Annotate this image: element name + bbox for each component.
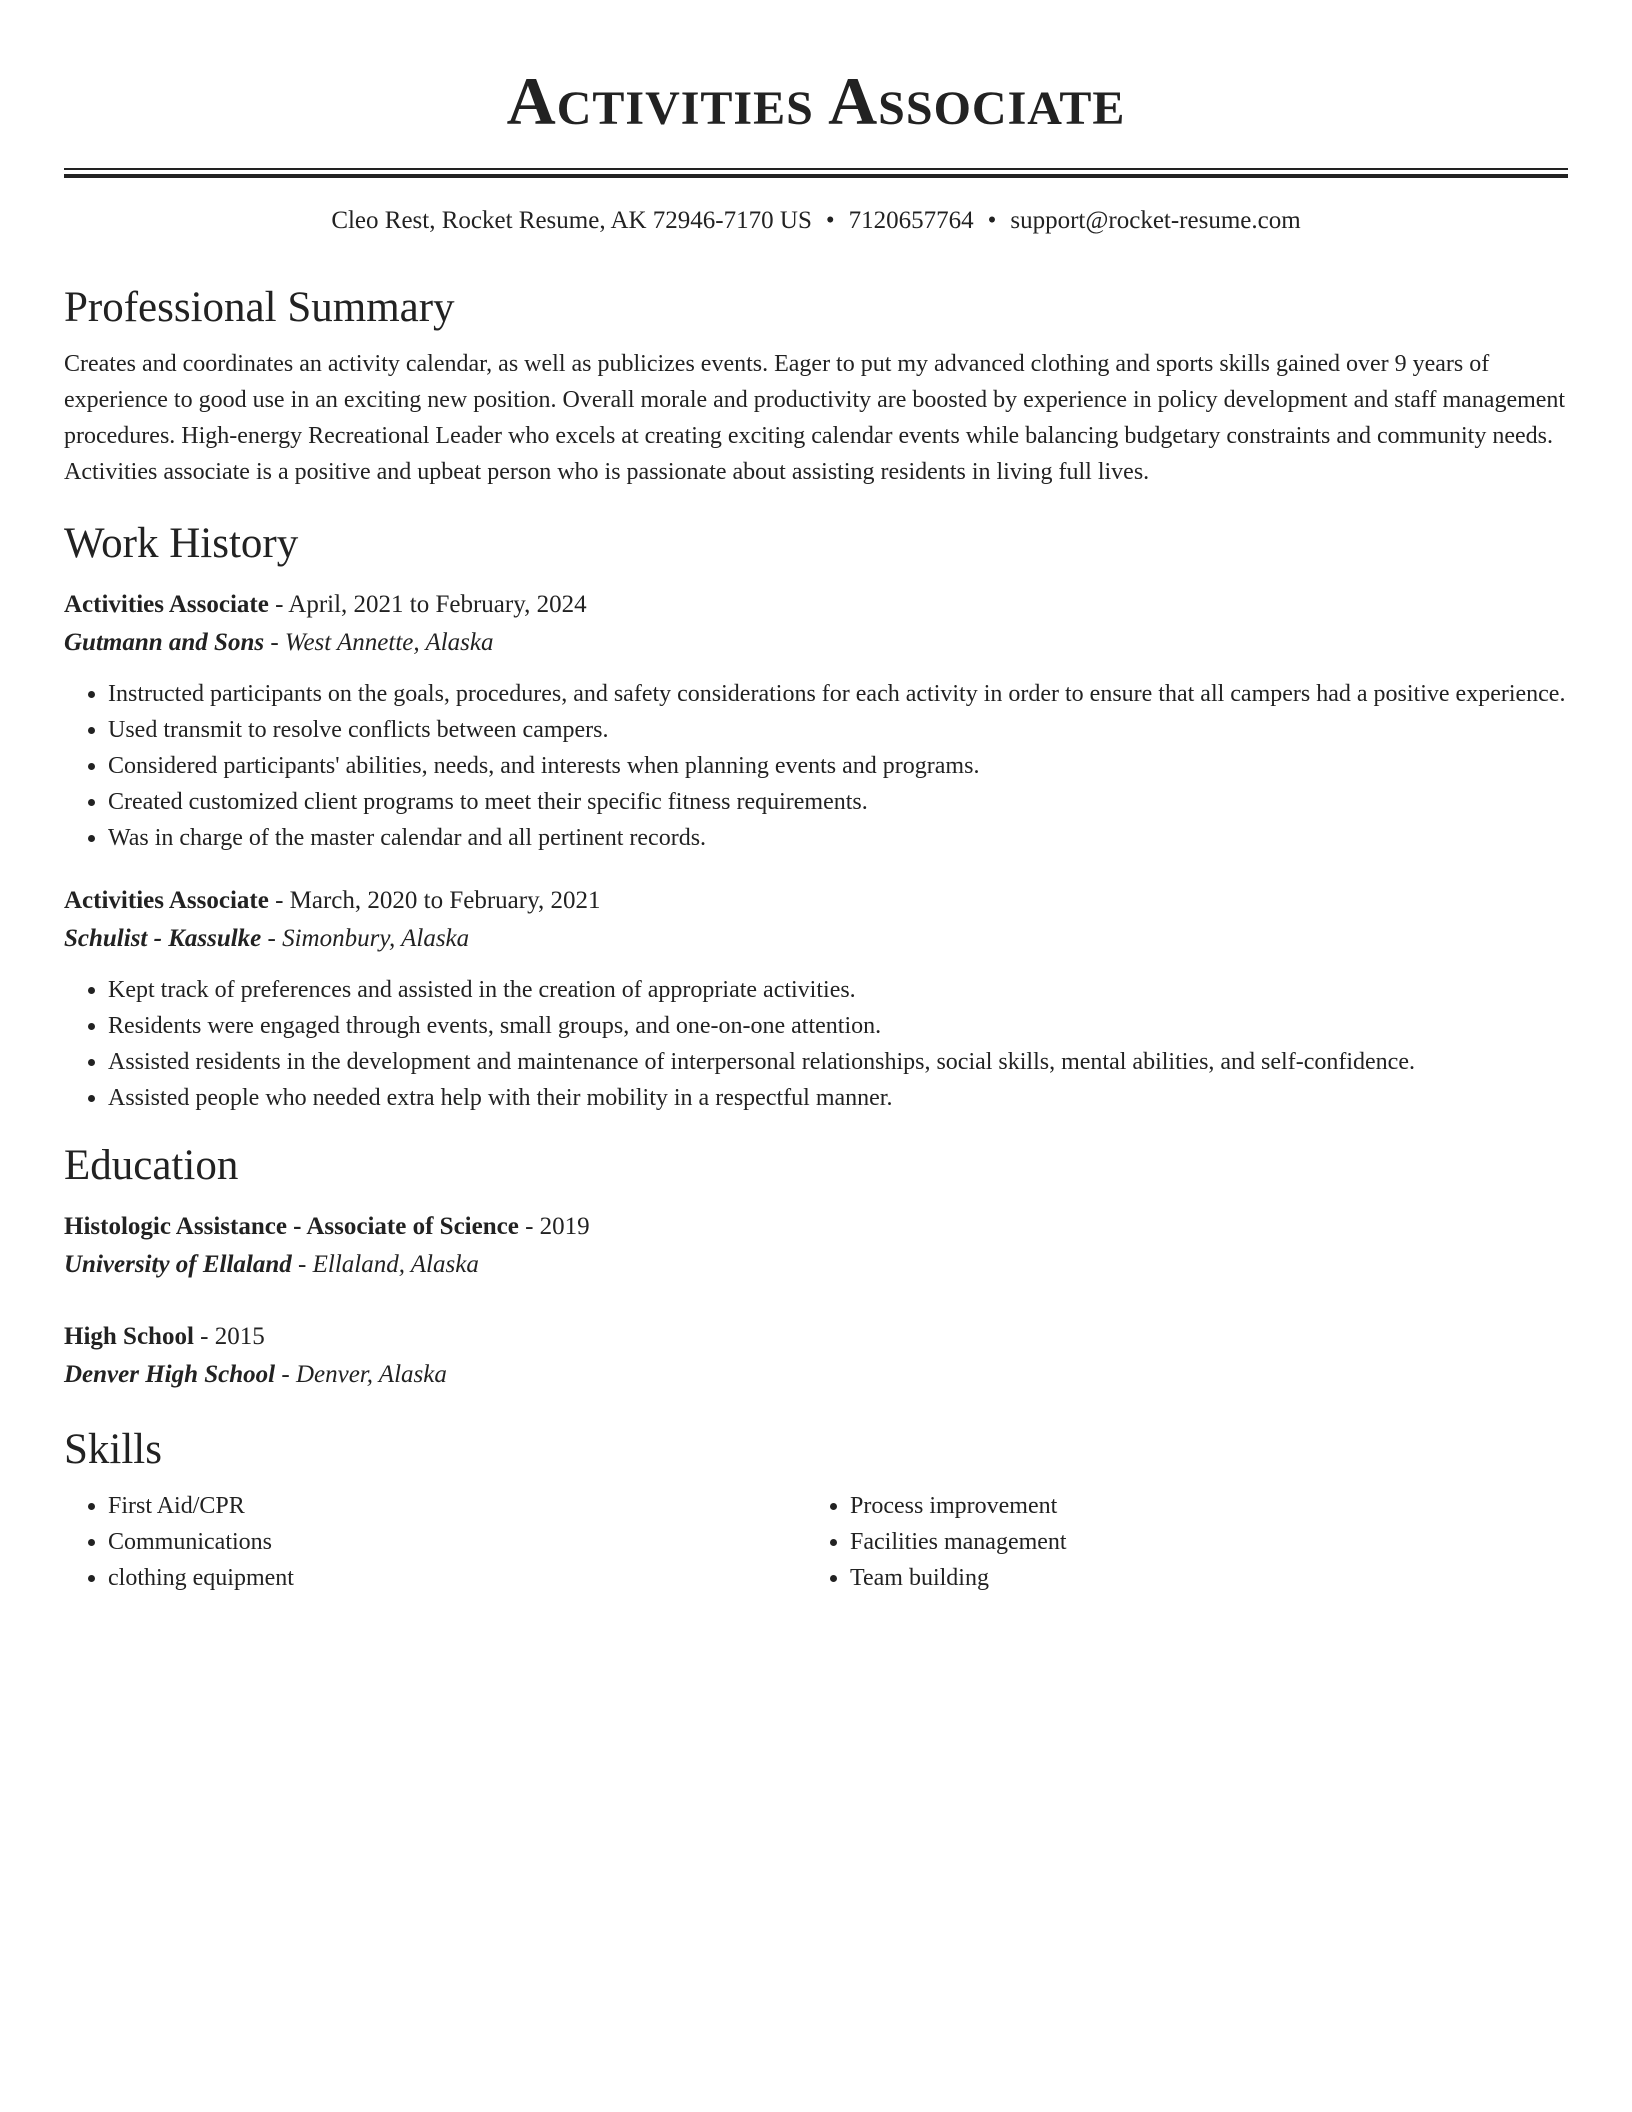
job-dates: - March, 2020 to February, 2021 [268,887,601,914]
education-institution [64,1356,1568,1394]
skills-grid [64,1488,1568,1596]
job-bullet: • Instructed participants on the goals, procedures, and safety considerations for each activity in order to ensure that all campers had a positive experience. [108,676,1568,712]
job-bullet: • Considered participants' abilities, needs, and interests when planning events and programs. [108,748,1568,784]
education-heading: Education [64,1142,239,1189]
skill-item: • Team building [850,1560,1548,1596]
skill-item: • clothing equipment [108,1560,806,1596]
skills-column-left [64,1488,806,1596]
education-degree: Histologic Assistance - Associate of Science [64,1213,519,1240]
education-location: - Denver, Alaska [275,1361,447,1388]
job-entry [64,882,1568,1116]
education-entry [64,1318,1568,1394]
skills-heading: Skills [64,1426,162,1473]
skill-item: • Facilities management [850,1524,1548,1560]
job-bullet: • Residents were engaged through events, small groups, and one-on-one attention. [108,1008,1568,1044]
job-bullet: • Was in charge of the master calendar and all pertinent records. [108,820,1568,856]
summary-text: Creates and coordinates an activity calendar, as well as publicizes events. Eager to put my advanced clothing and sports skills gained over 9 years of experience to good use in an exciting new position. Overall morale and productivity are boosted by experience in policy development and staff management procedures. High-energy Recreational Leader who excels at creating exciting calendar events while balancing budgetary constraints and community needs. Activities associate is a positive and upbeat person who is passionate about assisting residents in living full lives. [64,351,1566,485]
education-school: University of Ellaland [64,1251,292,1278]
education-header [64,1208,1568,1246]
contact-line [64,204,1568,238]
header-divider [64,168,1568,178]
candidate-name: Activities Associate [506,63,1126,139]
job-header [64,882,1568,920]
job-bullets [64,676,1568,856]
contact-separator: • [987,207,997,234]
skill-item: • Process improvement [850,1488,1548,1524]
skill-item: • Communications [108,1524,806,1560]
education-school: Denver High School [64,1361,276,1388]
job-role: Activities Associate [64,591,269,618]
job-bullet: • Used transmit to resolve conflicts between campers. [108,712,1568,748]
summary-heading: Professional Summary [64,284,455,331]
contact-separator: • [825,207,835,234]
contact-phone: 7120657764 [848,207,974,234]
education-location: - Ellaland, Alaska [291,1251,479,1278]
work-history-heading: Work History [64,520,299,567]
education-year: - 2019 [518,1213,590,1240]
job-employer [64,920,1568,958]
job-role: Activities Associate [64,887,269,914]
job-location: - Simonbury, Alaska [261,925,470,952]
job-bullet: • Assisted people who needed extra help with their mobility in a respectful manner. [108,1080,1568,1116]
education-entry [64,1208,1568,1284]
job-header [64,586,1568,624]
skill-item: • First Aid/CPR [108,1488,806,1524]
job-entry [64,586,1568,856]
education-year: - 2015 [193,1323,265,1350]
education-degree: High School [64,1323,194,1350]
job-bullet: • Kept track of preferences and assisted in the creation of appropriate activities. [108,972,1568,1008]
job-dates: - April, 2021 to February, 2024 [268,591,587,618]
job-bullets [64,972,1568,1116]
education-institution [64,1246,1568,1284]
job-bullet: • Created customized client programs to meet their specific fitness requirements. [108,784,1568,820]
contact-address: Cleo Rest, Rocket Resume, AK 72946-7170 US [331,207,812,234]
job-employer [64,624,1568,662]
job-company: Schulist - Kassulke [64,925,262,952]
job-location: - West Annette, Alaska [264,629,494,656]
skills-column-right [806,1488,1548,1596]
education-header [64,1318,1568,1356]
job-company: Gutmann and Sons [64,629,265,656]
job-bullet: • Assisted residents in the development and maintenance of interpersonal relationships, social skills, mental abilities, and self-confidence. [108,1044,1568,1080]
contact-email: support@rocket-resume.com [1010,207,1301,234]
